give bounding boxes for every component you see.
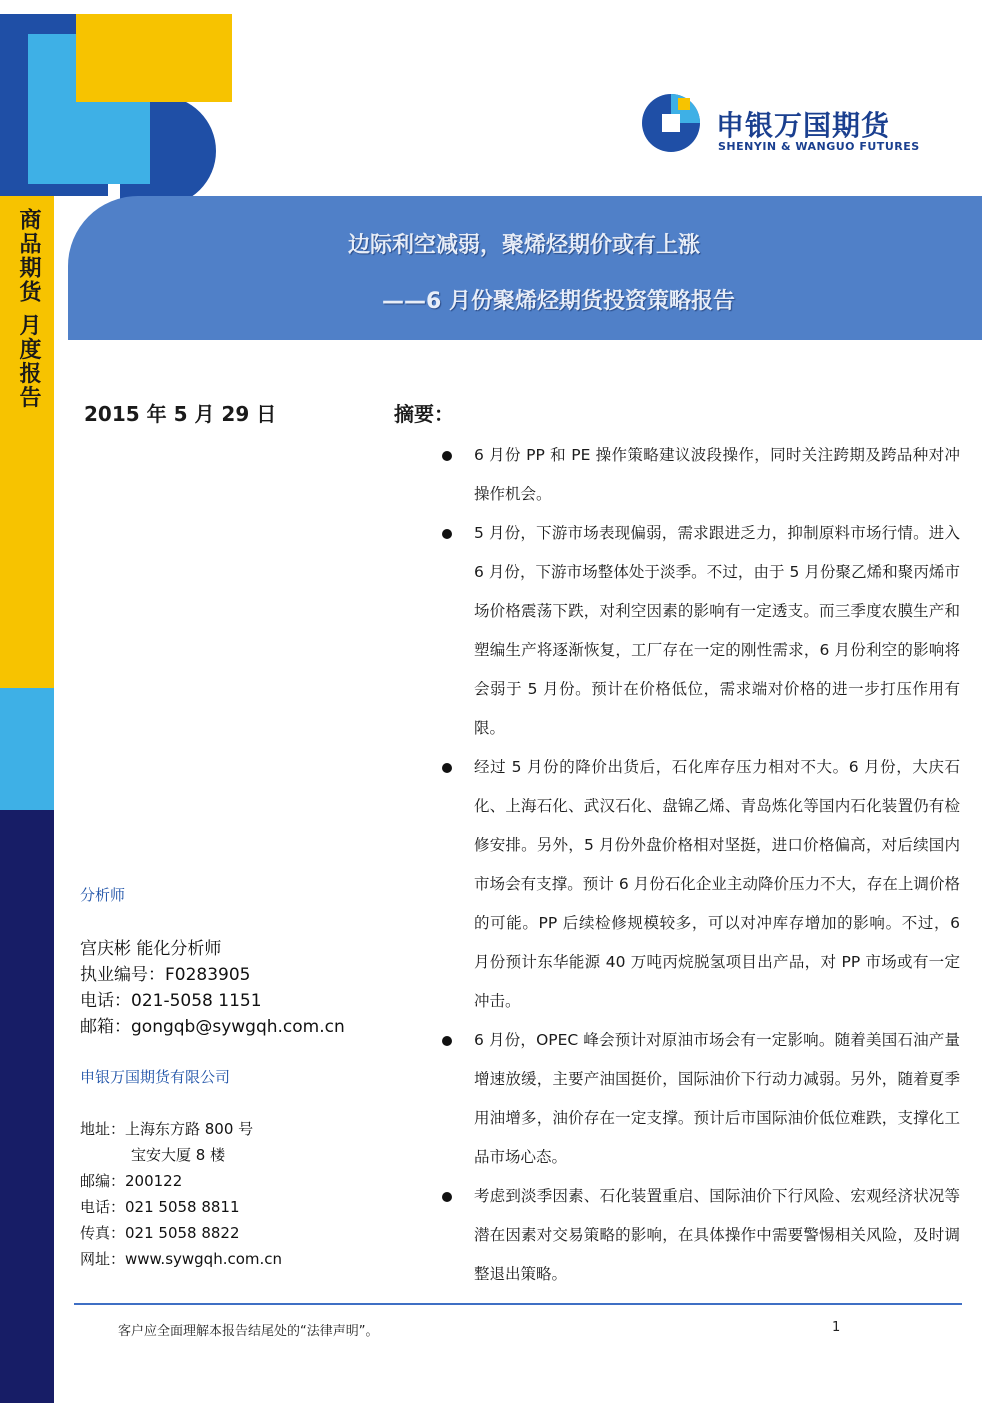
analyst-name: 宫庆彬 能化分析师: [80, 939, 222, 959]
logo-name-en: SHENYIN & WANGUO FUTURES: [718, 140, 920, 153]
analyst-phone: 电话：021-5058 1151: [80, 991, 262, 1011]
shenyin-wanguo-logo-icon: [640, 92, 702, 154]
abstract-list: [440, 436, 960, 1294]
sidebar-category-label: 商品期货 月度报告: [16, 208, 41, 410]
abstract-item-text: 6 月份，OPEC 峰会预计对原油市场会有一定影响。随着美国石油产量增速放缓，主要产油国挺价，国际油价下行动力减弱。另外，随着夏季用油增多，油价存在一定支撑。预计后市国际油价低位难跌，支撑化工品市场心态。: [474, 1031, 960, 1166]
abstract-item: [440, 1021, 960, 1177]
analyst-license: 执业编号：F0283905: [80, 965, 251, 985]
logo-name-cn: 申银万国期货: [716, 109, 891, 142]
analyst-heading: 分析师: [80, 886, 126, 904]
footer-divider: [74, 1303, 962, 1305]
header-decoration-yellow: [76, 14, 232, 102]
report-date: 2015 年 5 月 29 日: [84, 402, 277, 426]
sidebar-navy-band: [0, 810, 54, 1403]
company-postcode: 邮编：200122: [80, 1172, 183, 1190]
abstract-item-text: 6 月份 PP 和 PE 操作策略建议波段操作，同时关注跨期及跨品种对冲操作机会。: [474, 446, 960, 503]
bullet-dot-icon: [442, 1192, 452, 1202]
abstract-item-text: 5 月份，下游市场表现偏弱，需求跟进乏力，抑制原料市场行情。进入 6 月份，下游市场整体处于淡季。不过，由于 5 月份聚乙烯和聚丙烯市场价格震荡下跌，对利空因素的影响有一定透支。而三季度农膜生产和塑编生产将逐渐恢复，工厂存在一定的刚性需求，6 月份利空的影响将会弱于 5 月份。预计在价格低位，需求端对价格的进一步打压作用有限。: [474, 524, 960, 737]
company-phone: 电话：021 5058 8811: [80, 1198, 240, 1216]
bullet-dot-icon: [442, 1036, 452, 1046]
company-address-building: 宝安大厦 8 楼: [131, 1146, 226, 1164]
report-subtitle: ——6 月份聚烯烃期货投资策略报告: [382, 289, 735, 314]
abstract-item: [440, 1177, 960, 1294]
abstract-item-text: 经过 5 月份的降价出货后，石化库存压力相对不大。6 月份，大庆石化、上海石化、武汉石化、盘锦乙烯、青岛炼化等国内石化装置仍有检修安排。另外，5 月份外盘价格相对坚挺，进口价格偏高，对后续国内市场会有支撑。预计 6 月份石化企业主动降价压力不大，存在上调价格的可能。PP 后续检修规模较多，可以对冲库存增加的影响。不过，6 月份预计东华能源 40 万吨丙烷脱氢项目出产品，对 PP 市场或有一定冲击。: [474, 758, 960, 1010]
abstract-item-text: 考虑到淡季因素、石化装置重启、国际油价下行风险、宏观经济状况等潜在因素对交易策略的影响，在具体操作中需要警惕相关风险，及时调整退出策略。: [474, 1187, 960, 1283]
abstract-item: [440, 748, 960, 1021]
title-banner: [68, 196, 982, 340]
company-website[interactable]: 网址：www.sywgqh.com.cn: [80, 1250, 283, 1268]
abstract-item: [440, 514, 960, 748]
bullet-dot-icon: [442, 451, 452, 461]
company-name: 申银万国期货有限公司: [80, 1068, 231, 1086]
company-fax: 传真：021 5058 8822: [80, 1224, 240, 1242]
company-address: 地址：上海东方路 800 号: [80, 1120, 254, 1138]
analyst-email[interactable]: 邮箱：gongqb@sywgqh.com.cn: [80, 1017, 345, 1037]
bullet-dot-icon: [442, 529, 452, 539]
report-title: 边际利空减弱，聚烯烃期价或有上涨: [348, 233, 701, 258]
sidebar-blue-band: [0, 688, 54, 810]
abstract-heading: 摘要：: [394, 402, 454, 426]
abstract-item: [440, 436, 960, 514]
footer-legal-notice: 客户应全面理解本报告结尾处的“法律声明”。: [118, 1324, 379, 1339]
page-number: 1: [832, 1320, 841, 1335]
bullet-dot-icon: [442, 763, 452, 773]
